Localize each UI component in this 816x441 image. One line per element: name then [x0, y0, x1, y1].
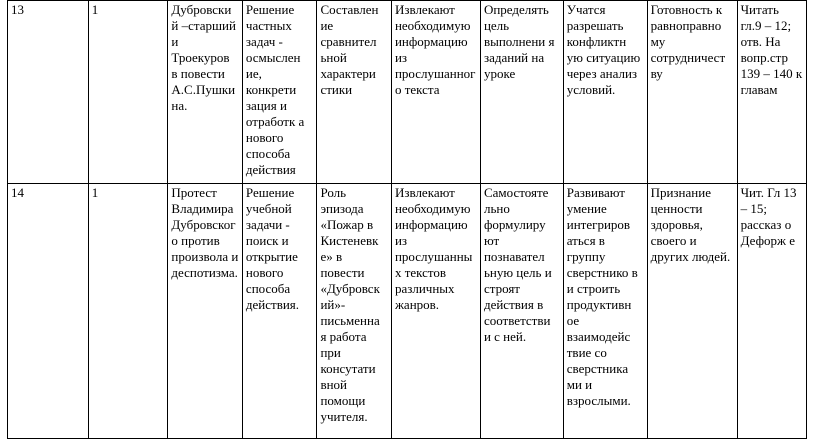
- lesson-number: 14: [11, 185, 24, 200]
- info-skills: Извлекают необходимую информацию из прослушанны х текстов различных жанров.: [394, 185, 473, 312]
- homework-cell: [737, 184, 806, 439]
- comm-skills-cell: [563, 184, 647, 439]
- lesson-number-cell: [8, 1, 89, 184]
- lesson-activity: Составлен ие сравнител ьной характери стики: [320, 2, 379, 97]
- info-skills-cell: [391, 184, 480, 439]
- activity-cell: [317, 184, 392, 439]
- lesson-problem: Решение учебной задачи - поиск и открытие нового способа действия.: [245, 185, 300, 312]
- activity-cell: [317, 1, 392, 184]
- info-skills-cell: [391, 1, 480, 184]
- comm-skills-cell: [563, 1, 647, 184]
- personal-results: Готовность к равноправно му сотрудничест ву: [650, 2, 726, 81]
- goal-skills-cell: [480, 1, 563, 184]
- personal-results-cell: [647, 1, 737, 184]
- lesson-topic: Дубровски й –старший и Троекуров в повести А.С.Пушки на.: [171, 2, 236, 113]
- problem-cell: [242, 184, 317, 439]
- topic-cell: [168, 1, 243, 184]
- info-skills: Извлекают необходимую информацию из прослушанног о текста: [394, 2, 476, 97]
- table-row: [8, 184, 807, 439]
- lesson-topic: Протест Владимира Дубровског о против произвола и деспотизма.: [171, 185, 239, 280]
- hours-cell: [88, 184, 168, 439]
- hours-count: 1: [91, 2, 99, 17]
- hours-count: 1: [91, 185, 99, 200]
- lesson-problem: Решение частных задач - осмыслен ие, конкрети зация и отработк а нового способа действия: [245, 2, 305, 177]
- hours-cell: [88, 1, 168, 184]
- problem-cell: [242, 1, 317, 184]
- homework: Чит. Гл 13 – 15; рассказ о Дефорж е: [740, 185, 797, 248]
- personal-results: Признание ценности здоровья, своего и других людей.: [650, 185, 731, 264]
- lesson-activity: Роль эпизода «Пожар в Кистеневк е» в повести «Дубровск ий»- письменна я работа при консутати вной помощи учителя.: [320, 185, 380, 424]
- homework-cell: [737, 1, 806, 184]
- lesson-number: 13: [11, 2, 24, 17]
- comm-skills: Учатся разрешать конфликтн ую ситуацию через анализ условий.: [566, 2, 641, 97]
- lesson-plan-table: [7, 0, 807, 439]
- lesson-number-cell: [8, 184, 89, 439]
- homework: Читать гл.9 – 12; отв. На вопр.стр 139 – 140 к главам: [740, 2, 803, 97]
- topic-cell: [168, 184, 243, 439]
- goal-skills: Определять цель выполнени я заданий на уроке: [483, 2, 555, 81]
- goal-skills: Самостояте льно формулиру ют познавател ьную цель и строят действия в соответстви и с ней.: [483, 185, 552, 344]
- personal-results-cell: [647, 184, 737, 439]
- comm-skills: Развивают умение интегриров аться в группу сверстнико в и строить продуктивн ое взаимодейс твие со сверстника ми и взрослыми.: [566, 185, 638, 408]
- goal-skills-cell: [480, 184, 563, 439]
- table-row: [8, 1, 807, 184]
